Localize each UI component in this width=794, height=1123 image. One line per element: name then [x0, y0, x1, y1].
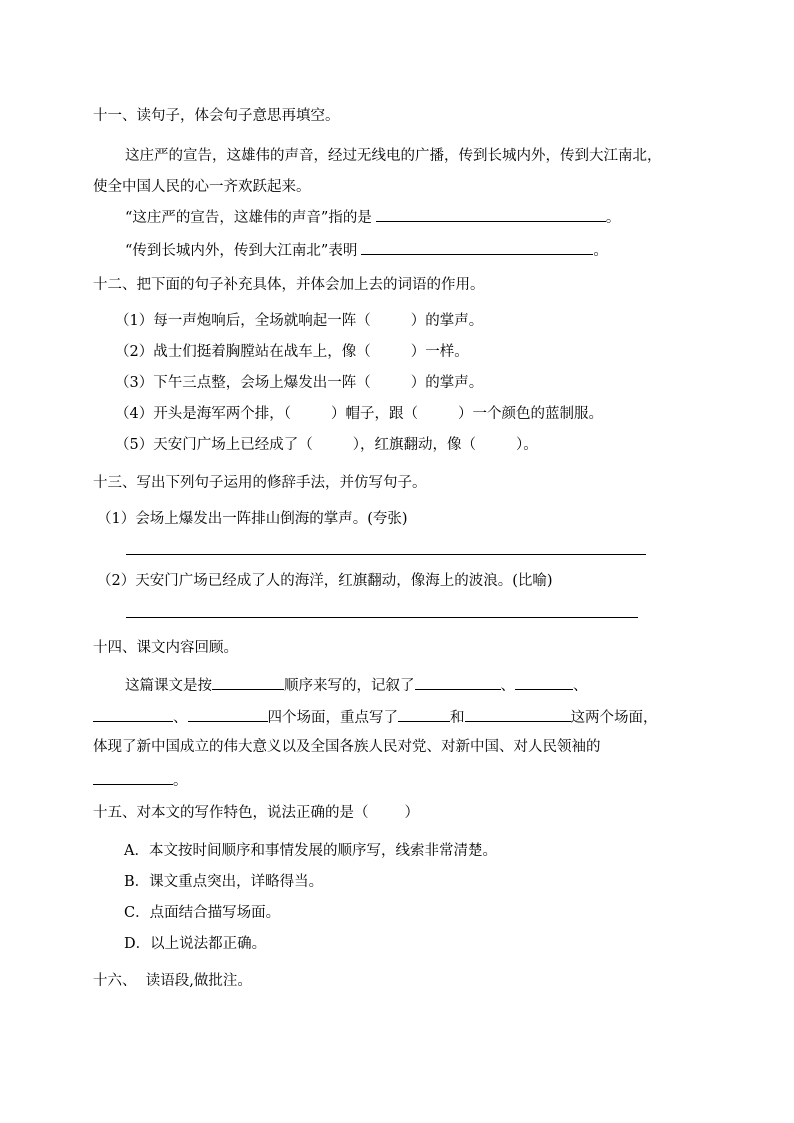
answer-blank[interactable] — [415, 674, 501, 690]
section-12-item-3 — [115, 373, 483, 393]
item-text: ）一个颜色的蓝制服。 — [457, 406, 603, 422]
answer-blank[interactable] — [465, 706, 571, 722]
section-12-item-4 — [115, 404, 603, 424]
text: 这两个场面， — [570, 710, 658, 726]
answer-blank[interactable] — [515, 674, 573, 690]
text: 、 — [573, 678, 588, 694]
period: 。 — [605, 210, 621, 226]
option-b: B．课文重点突出，详略得当。 — [124, 874, 324, 890]
answer-blank[interactable] — [376, 206, 606, 222]
option-a: A．本文按时间顺序和事情发展的顺序写，线索非常清楚。 — [124, 843, 497, 859]
answer-blank[interactable] — [93, 706, 173, 722]
option-d: D．以上说法都正确。 — [124, 936, 267, 952]
section-13-heading: 十三、写出下列句子运用的修辞手法，并仿写句子。 — [93, 475, 427, 491]
text: 四个场面，重点写了 — [267, 710, 398, 726]
item-text: （1）每一声炮响后，全场就响起一阵（ — [115, 313, 371, 329]
text: 顺序来写的，记叙了 — [284, 678, 415, 694]
answer-blank[interactable] — [361, 239, 593, 255]
item-text: ）的掌声。 — [410, 313, 484, 329]
period: 。 — [593, 243, 608, 259]
answer-blank[interactable] — [188, 706, 268, 722]
section-14-heading: 十四、课文内容回顾。 — [93, 640, 238, 656]
item-text: （2）战士们挺着胸膛站在战车上，像（ — [115, 344, 371, 360]
section-16-heading: 十六、 读语段,做批注。 — [93, 973, 252, 989]
item-text: ）帽子，跟（ — [330, 406, 418, 422]
section-13-item-2: （2）天安门广场已经成了人的海洋，红旗翻动，像海上的波浪。(比喻) — [97, 573, 553, 589]
answer-line[interactable] — [126, 617, 638, 618]
item-text: ）的掌声。 — [410, 375, 484, 391]
text: 。 — [173, 773, 188, 789]
option-c: C．点面结合描写场面。 — [124, 905, 281, 921]
section-13-item-1: （1）会场上爆发出一阵排山倒海的掌声。(夸张) — [97, 511, 408, 527]
text: 这篇课文是按 — [125, 678, 212, 694]
answer-blank[interactable] — [93, 769, 173, 785]
text: 、 — [173, 710, 188, 726]
question-2-text: “传到长城内外，传到大江南北”表明 — [125, 243, 358, 259]
item-text: （5）天安门广场上已经成了（ — [115, 437, 313, 453]
section-12-item-1 — [115, 311, 483, 331]
section-12-item-5 — [115, 435, 538, 455]
section-14-line-4 — [93, 769, 188, 791]
section-12-item-2 — [115, 342, 469, 362]
item-text: ）一样。 — [410, 344, 469, 360]
item-text: （4）开头是海军两个排，（ — [115, 406, 291, 422]
section-11-question-1 — [125, 206, 620, 228]
heading-text: ） — [404, 805, 419, 821]
answer-line[interactable] — [126, 554, 646, 555]
question-1-text: “这庄严的宣告，这雄伟的声音”指的是 — [125, 210, 372, 226]
section-11-passage-line-2: 使全中国人民的心一齐欢跃起来。 — [93, 179, 311, 195]
item-text: （3）下午三点整，会场上爆发出一阵（ — [115, 375, 371, 391]
section-15-heading — [93, 803, 419, 823]
section-11-heading: 十一、读句子，体会句子意思再填空。 — [93, 108, 340, 124]
section-12-heading: 十二、把下面的句子补充具体，并体会加上去的词语的作用。 — [93, 277, 485, 293]
section-11-question-2 — [125, 239, 608, 261]
heading-text: 十五、对本文的写作特色，说法正确的是（ — [93, 805, 369, 821]
answer-blank[interactable] — [398, 706, 450, 722]
section-14-line-3: 体现了新中国成立的伟大意义以及全国各族人民对党、对新中国、对人民领袖的 — [93, 739, 601, 755]
text: 、 — [500, 678, 515, 694]
text: 和 — [450, 710, 465, 726]
section-11-passage-line-1: 这庄严的宣告，这雄伟的声音，经过无线电的广播，传到长城内外，传到大江南北， — [125, 148, 662, 164]
answer-blank[interactable] — [212, 674, 284, 690]
section-14-line-1 — [125, 674, 588, 696]
item-text: ），红旗翻动，像（ — [352, 437, 476, 453]
section-14-line-2 — [93, 706, 658, 728]
item-text: ）。 — [515, 437, 538, 453]
